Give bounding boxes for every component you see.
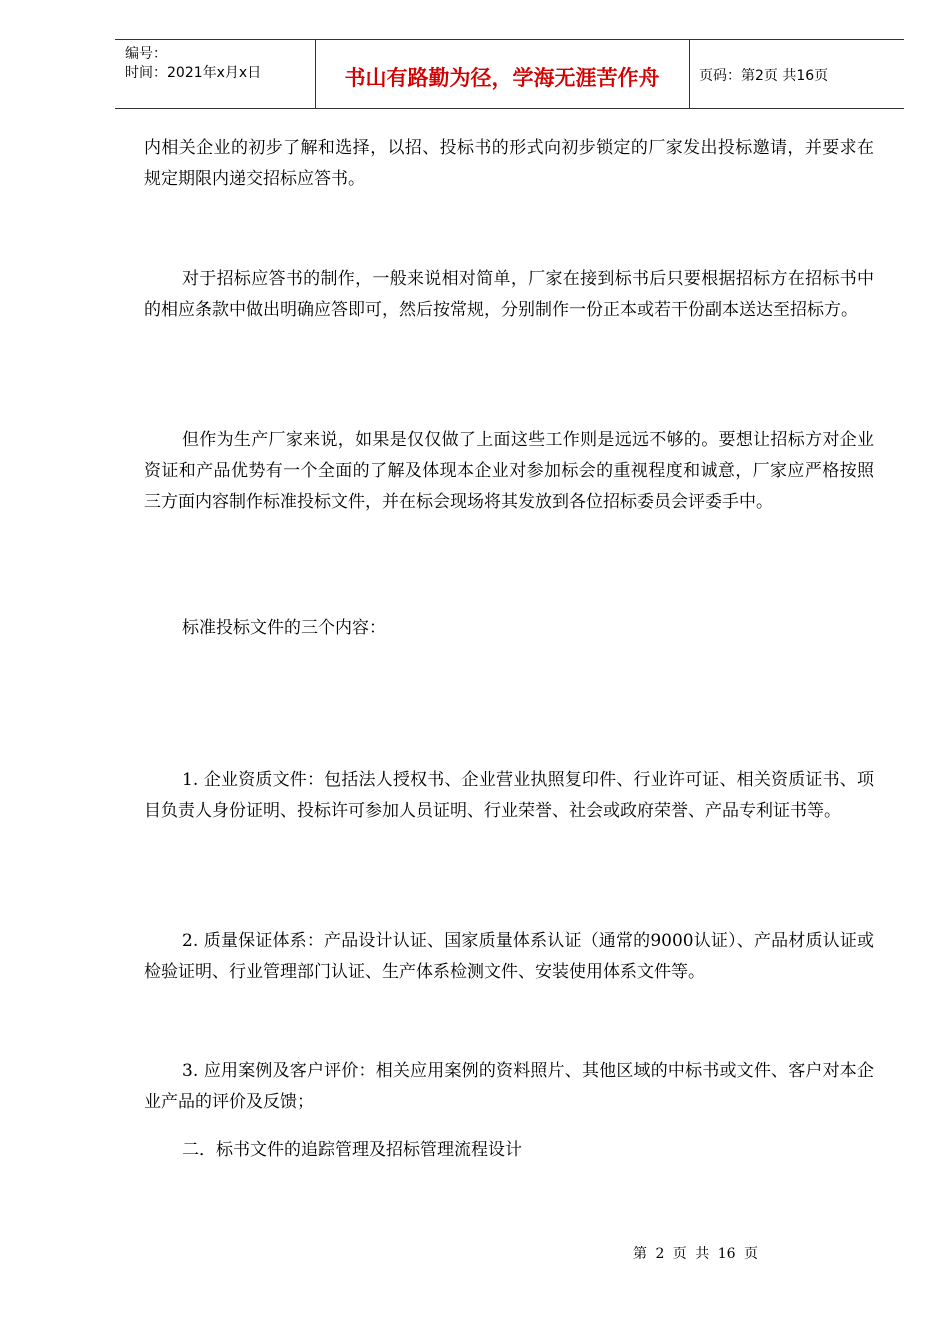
section-heading-2: 二．标书文件的追踪管理及招标管理流程设计 bbox=[182, 1140, 522, 1160]
motto: 书山有路勤为径，学海无涯苦作舟 bbox=[344, 66, 660, 90]
list-item-1: 1. 企业资质文件：包括法人授权书、企业营业执照复印件、行业许可证、相关资质证书、项目负责人身份证明、投标许可参加人员证明、行业荣誉、社会或政府荣誉、产品专利证书等。 bbox=[144, 770, 874, 821]
time-label: 时间：2021年x月x日 bbox=[125, 65, 262, 81]
paragraph-3: 但作为生产厂家来说，如果是仅仅做了上面这些工作则是远远不够的。要想让招标方对企业资证和产品优势有一个全面的了解及体现本企业对参加标会的重视程度和诚意，厂家应严格按照三方面内容制作标准投标文件，并在标会现场将其发放到各位招标委员会评委手中。 bbox=[144, 430, 874, 512]
page-footer: 第 2 页 共 16 页 bbox=[633, 1246, 758, 1262]
list-item-2: 2. 质量保证体系：产品设计认证、国家质量体系认证（通常的9000认证）、产品材质认证或检验证明、行业管理部门认证、生产体系检测文件、安装使用体系文件等。 bbox=[144, 931, 874, 982]
list-item-3: 3. 应用案例及客户评价：相关应用案例的资料照片、其他区域的中标书或文件、客户对本企业产品的评价及反馈； bbox=[144, 1061, 874, 1112]
header-page-info: 页码：第2页 共16页 bbox=[699, 68, 829, 84]
paragraph-1: 内相关企业的初步了解和选择，以招、投标书的形式向初步锁定的厂家发出投标邀请，并要求在规定期限内递交招标应答书。 bbox=[144, 138, 874, 189]
serial-label: 编号： bbox=[125, 46, 167, 62]
page-header bbox=[115, 39, 904, 109]
paragraph-4: 标准投标文件的三个内容： bbox=[182, 618, 386, 638]
header-meta-cell bbox=[115, 40, 316, 108]
header-motto-cell bbox=[315, 40, 690, 108]
paragraph-2: 对于招标应答书的制作，一般来说相对简单，厂家在接到标书后只要根据招标方在招标书中的相应条款中做出明确应答即可，然后按常规，分别制作一份正本或若干份副本送达至招标方。 bbox=[144, 269, 874, 320]
header-page-cell bbox=[689, 40, 904, 108]
